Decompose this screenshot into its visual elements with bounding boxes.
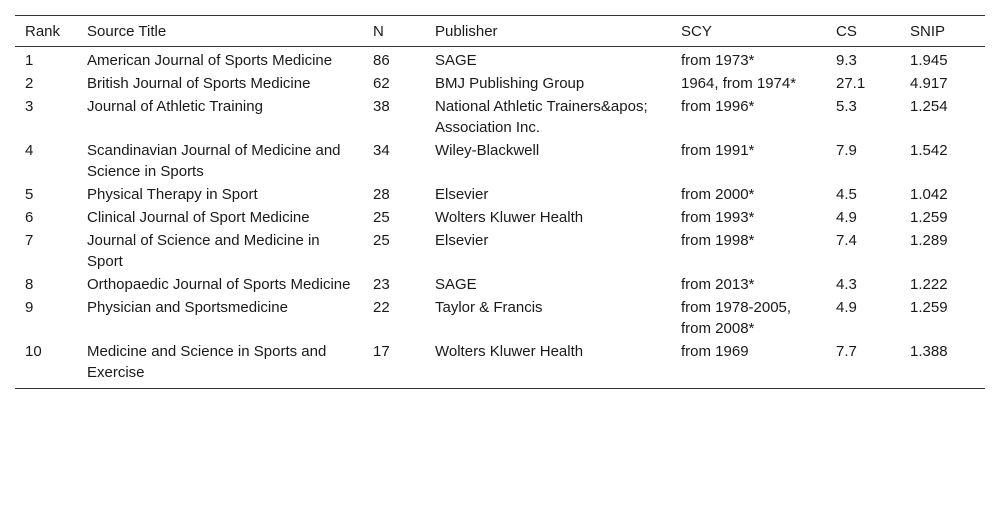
n-cell: 25 — [373, 209, 390, 226]
cs-cell: 7.9 — [836, 142, 857, 159]
header-rank: Rank — [25, 23, 61, 40]
source-title-cell: Clinical Journal of Sport Medicine — [87, 209, 310, 226]
publisher-cell: National Athletic Trainers&apos; Association Inc. — [435, 98, 648, 136]
publisher-cell: Elsevier — [435, 186, 489, 203]
table-row — [15, 72, 985, 95]
source-title-cell: Physician and Sportsmedicine — [87, 299, 288, 316]
header-publisher: Publisher — [435, 23, 498, 40]
publisher-cell: Elsevier — [435, 232, 489, 249]
n-cell: 38 — [373, 98, 390, 115]
rank-cell: 1 — [25, 52, 34, 69]
header-row — [15, 16, 985, 47]
snip-cell: 1.542 — [910, 142, 948, 159]
cs-cell: 7.4 — [836, 232, 857, 249]
scy-cell: 1964, from 1974* — [681, 75, 797, 92]
table-row — [15, 95, 985, 139]
header-scy: SCY — [681, 23, 712, 40]
publisher-cell: SAGE — [435, 276, 477, 293]
cs-cell: 27.1 — [836, 75, 866, 92]
n-cell: 62 — [373, 75, 390, 92]
publisher-cell: SAGE — [435, 52, 477, 69]
table-row — [15, 340, 985, 389]
cs-cell: 4.9 — [836, 209, 857, 226]
source-title-cell: Physical Therapy in Sport — [87, 186, 258, 203]
rank-cell: 7 — [25, 232, 34, 249]
snip-cell: 1.388 — [910, 343, 948, 360]
scy-cell: from 2000* — [681, 186, 755, 203]
scy-cell: from 1973* — [681, 52, 755, 69]
scy-cell: from 1991* — [681, 142, 755, 159]
rank-cell: 6 — [25, 209, 34, 226]
publisher-cell: Wolters Kluwer Health — [435, 343, 584, 360]
snip-cell: 4.917 — [910, 75, 948, 92]
publisher-cell: Wolters Kluwer Health — [435, 209, 584, 226]
rank-cell: 8 — [25, 276, 34, 293]
header-source-title: Source Title — [87, 23, 167, 40]
n-cell: 23 — [373, 276, 390, 293]
cs-cell: 9.3 — [836, 52, 857, 69]
snip-cell: 1.259 — [910, 299, 948, 316]
scy-cell: from 1996* — [681, 98, 755, 115]
n-cell: 17 — [373, 343, 390, 360]
scy-cell: from 1998* — [681, 232, 755, 249]
header-cs: CS — [836, 23, 857, 40]
snip-cell: 1.945 — [910, 52, 948, 69]
source-title-cell: British Journal of Sports Medicine — [87, 75, 311, 92]
rank-cell: 10 — [25, 343, 42, 360]
publisher-cell: Wiley-Blackwell — [435, 142, 540, 159]
source-title-cell: American Journal of Sports Medicine — [87, 52, 333, 69]
table-row — [15, 229, 985, 273]
snip-cell: 1.254 — [910, 98, 948, 115]
cs-cell: 4.5 — [836, 186, 857, 203]
n-cell: 28 — [373, 186, 390, 203]
journal-ranking-table — [15, 15, 985, 389]
source-title-cell: Medicine and Science in Sports and Exercise — [87, 343, 327, 381]
rank-cell: 2 — [25, 75, 34, 92]
cs-cell: 4.9 — [836, 299, 857, 316]
table-row — [15, 206, 985, 229]
cs-cell: 5.3 — [836, 98, 857, 115]
table-body — [15, 47, 985, 389]
scy-cell: from 1978-2005, from 2008* — [681, 299, 792, 337]
table-row — [15, 183, 985, 206]
header-snip: SNIP — [910, 23, 946, 40]
scy-cell: from 1969 — [681, 343, 749, 360]
publisher-cell: BMJ Publishing Group — [435, 75, 585, 92]
snip-cell: 1.042 — [910, 186, 948, 203]
n-cell: 22 — [373, 299, 390, 316]
table-row — [15, 273, 985, 296]
publisher-cell: Taylor & Francis — [435, 299, 543, 316]
journal-ranking-table-container — [15, 15, 985, 389]
cs-cell: 4.3 — [836, 276, 857, 293]
table-row — [15, 47, 985, 73]
source-title-cell: Journal of Athletic Training — [87, 98, 263, 115]
rank-cell: 9 — [25, 299, 34, 316]
n-cell: 34 — [373, 142, 390, 159]
rank-cell: 4 — [25, 142, 34, 159]
n-cell: 86 — [373, 52, 390, 69]
table-row — [15, 139, 985, 183]
rank-cell: 3 — [25, 98, 34, 115]
cs-cell: 7.7 — [836, 343, 857, 360]
scy-cell: from 2013* — [681, 276, 755, 293]
source-title-cell: Journal of Science and Medicine in Sport — [87, 232, 320, 270]
header-n: N — [373, 23, 384, 40]
source-title-cell: Scandinavian Journal of Medicine and Science in Sports — [87, 142, 341, 180]
snip-cell: 1.289 — [910, 232, 948, 249]
source-title-cell: Orthopaedic Journal of Sports Medicine — [87, 276, 351, 293]
table-header — [15, 16, 985, 47]
scy-cell: from 1993* — [681, 209, 755, 226]
table-row — [15, 296, 985, 340]
snip-cell: 1.259 — [910, 209, 948, 226]
rank-cell: 5 — [25, 186, 34, 203]
n-cell: 25 — [373, 232, 390, 249]
snip-cell: 1.222 — [910, 276, 948, 293]
